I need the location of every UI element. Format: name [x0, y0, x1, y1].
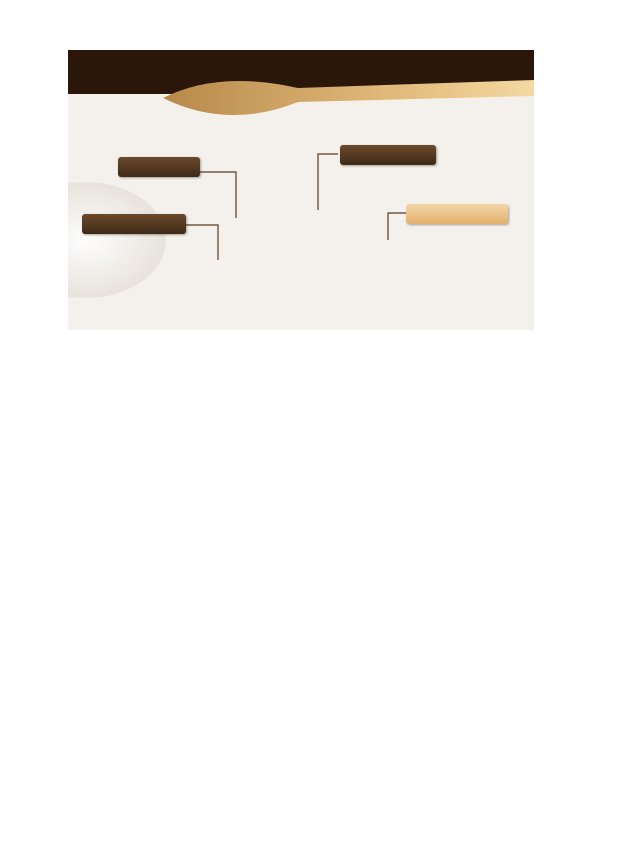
- slide-background: [68, 50, 534, 330]
- callout-right: [406, 204, 508, 224]
- callout-top-left: [118, 157, 200, 177]
- callout-top-right: [340, 145, 436, 165]
- slide-image: [68, 50, 534, 330]
- callout-left: [82, 214, 186, 234]
